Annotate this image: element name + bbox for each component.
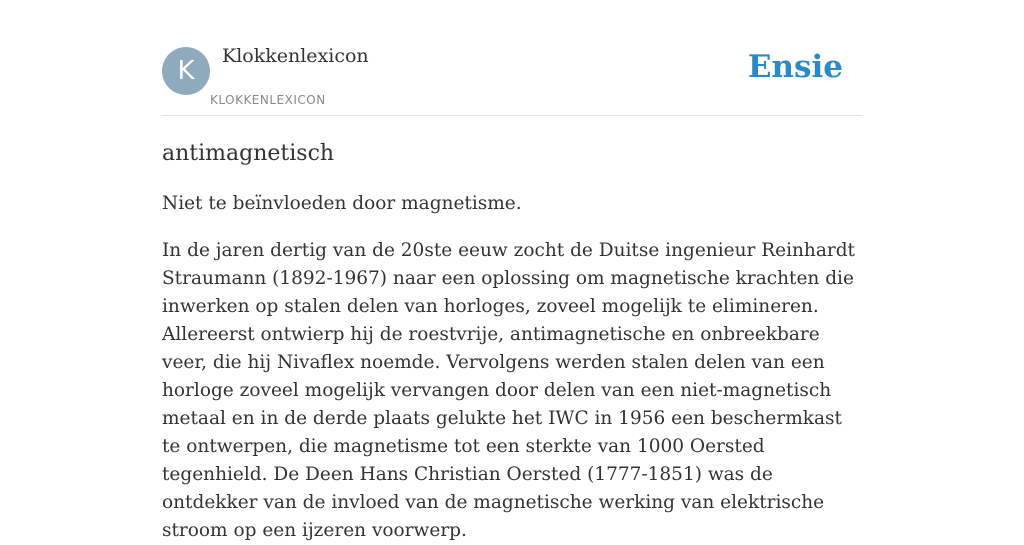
avatar[interactable]: K	[162, 47, 210, 95]
entry-body: In de jaren dertig van de 20ste eeuw zocht de Duitse ingenieur Reinhardt Straumann (1892-1967) naar een oplossing om magnetische krachten die inwerken op stalen delen van horloges, zoveel mogelijk te elimineren. Allereerst ontwierp hij de roestvrije, antimagnetische en onbreekbare veer, die hij Nivaflex noemde. Vervolgens werden stalen delen van een horloge zoveel mogelijk vervangen door delen van een niet-magnetisch metaal en in de derde plaats gelukte het IWC in 1956 een beschermkast te ontwerpen, die magnetisme tot een sterkte van 1000 Oersted tegenhield. De Deen Hans Christian Oersted (1777-1851) was de ontdekker van de invloed van de magnetische werking van elektrische stroom op een ijzeren voorwerp.	[162, 240, 855, 541]
entry-definition: Niet te beïnvloeden door magnetisme.	[162, 193, 522, 214]
entry-title: antimagnetisch	[162, 141, 335, 166]
author-tag[interactable]: KLOKKENLEXICON	[210, 93, 326, 107]
author-name[interactable]: Klokkenlexicon	[222, 45, 369, 67]
ensie-logo[interactable]: Ensie	[747, 49, 843, 85]
entry-content	[162, 138, 862, 545]
header	[162, 0, 862, 116]
